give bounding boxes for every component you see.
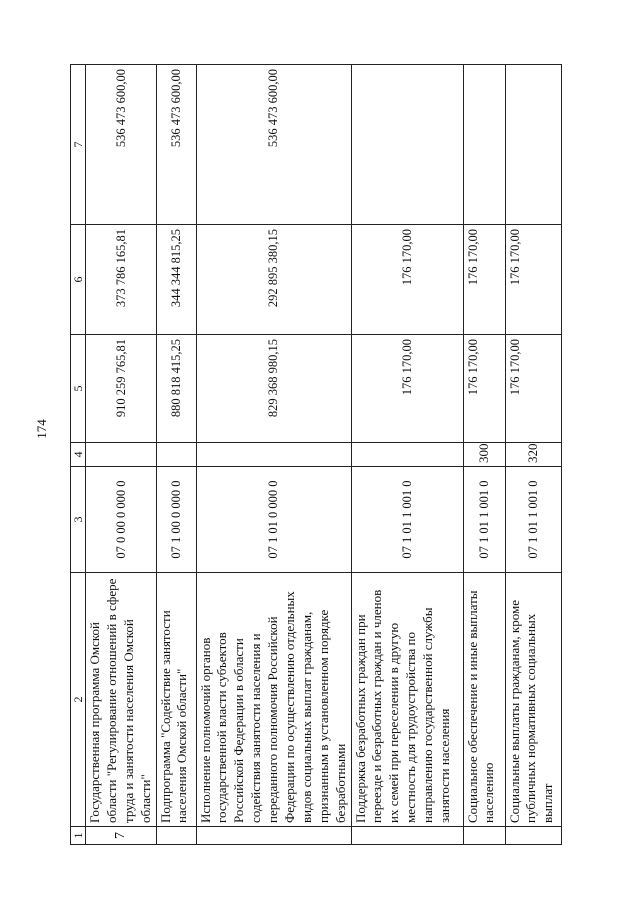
row-value-5: 910 259 765,81 bbox=[86, 335, 157, 443]
row-value-7: 536 473 600,00 bbox=[156, 65, 196, 225]
row-number bbox=[156, 827, 196, 845]
row-value-7 bbox=[463, 65, 505, 225]
row-vr: 320 bbox=[505, 443, 561, 467]
header-col-6: 6 bbox=[71, 225, 86, 335]
row-code: 07 1 01 1 001 0 bbox=[351, 467, 463, 573]
header-col-2: 2 bbox=[71, 573, 86, 827]
row-vr bbox=[86, 443, 157, 467]
row-name: Социальные выплаты гражданам, кроме публичных нормативных социальных выплат bbox=[505, 573, 561, 827]
row-name: Социальное обеспечение и иные выплаты населению bbox=[463, 573, 505, 827]
table-row bbox=[86, 65, 157, 845]
row-number bbox=[463, 827, 505, 845]
row-value-6: 292 895 380,15 bbox=[196, 225, 351, 335]
header-col-4: 4 bbox=[71, 443, 86, 467]
row-vr bbox=[196, 443, 351, 467]
row-value-6: 176 170,00 bbox=[505, 225, 561, 335]
row-number bbox=[196, 827, 351, 845]
row-code: 07 1 01 1 001 0 bbox=[463, 467, 505, 573]
header-col-3: 3 bbox=[71, 467, 86, 573]
header-col-7: 7 bbox=[71, 65, 86, 225]
row-value-7 bbox=[505, 65, 561, 225]
row-number bbox=[505, 827, 561, 845]
row-value-5: 829 368 980,15 bbox=[196, 335, 351, 443]
table-row bbox=[505, 65, 561, 845]
row-value-6: 344 344 815,25 bbox=[156, 225, 196, 335]
header-col-5: 5 bbox=[71, 335, 86, 443]
header-col-1: 1 bbox=[71, 827, 86, 845]
table-row bbox=[156, 65, 196, 845]
table-row bbox=[463, 65, 505, 845]
row-vr: 300 bbox=[463, 443, 505, 467]
row-value-6: 176 170,00 bbox=[463, 225, 505, 335]
table-row bbox=[196, 65, 351, 845]
header-row bbox=[71, 65, 86, 845]
row-value-7: 536 473 600,00 bbox=[86, 65, 157, 225]
row-number bbox=[351, 827, 463, 845]
row-code: 07 1 00 0 000 0 bbox=[156, 467, 196, 573]
row-value-6: 176 170,00 bbox=[351, 225, 463, 335]
row-value-5: 176 170,00 bbox=[351, 335, 463, 443]
row-value-7: 536 473 600,00 bbox=[196, 65, 351, 225]
budget-table bbox=[70, 64, 562, 845]
row-code: 07 1 01 1 001 0 bbox=[505, 467, 561, 573]
row-value-5: 176 170,00 bbox=[463, 335, 505, 443]
row-number: 7 bbox=[86, 827, 157, 845]
row-value-7 bbox=[351, 65, 463, 225]
row-code: 07 1 01 0 000 0 bbox=[196, 467, 351, 573]
table-row bbox=[351, 65, 463, 845]
row-name: Поддержка безработных граждан при переезде и безработных граждан и членов их семей при переселении в другую местность для трудоустройства по направлению государственной службы занятости населения bbox=[351, 573, 463, 827]
row-name: Государственная программа Омской области "Регулирование отношений в сфере труда и занятости населения Омской области" bbox=[86, 573, 157, 827]
row-value-5: 176 170,00 bbox=[505, 335, 561, 443]
row-code: 07 0 00 0 000 0 bbox=[86, 467, 157, 573]
row-name: Исполнение полномочий органов государственной власти субъектов Российской Федерации в области содействия занятости населения и переданного полномочия Российской Федерации по осуществлению отдельных видов социальных выплат гражданам, признанным в установленном порядке безработными bbox=[196, 573, 351, 827]
row-vr bbox=[156, 443, 196, 467]
row-value-6: 373 786 165,81 bbox=[86, 225, 157, 335]
row-name: Подпрограмма "Содействие занятости населения Омской области" bbox=[156, 573, 196, 827]
row-vr bbox=[351, 443, 463, 467]
row-value-5: 880 818 415,25 bbox=[156, 335, 196, 443]
page-number: 174 bbox=[34, 419, 49, 439]
budget-table-wrapper bbox=[70, 65, 556, 845]
